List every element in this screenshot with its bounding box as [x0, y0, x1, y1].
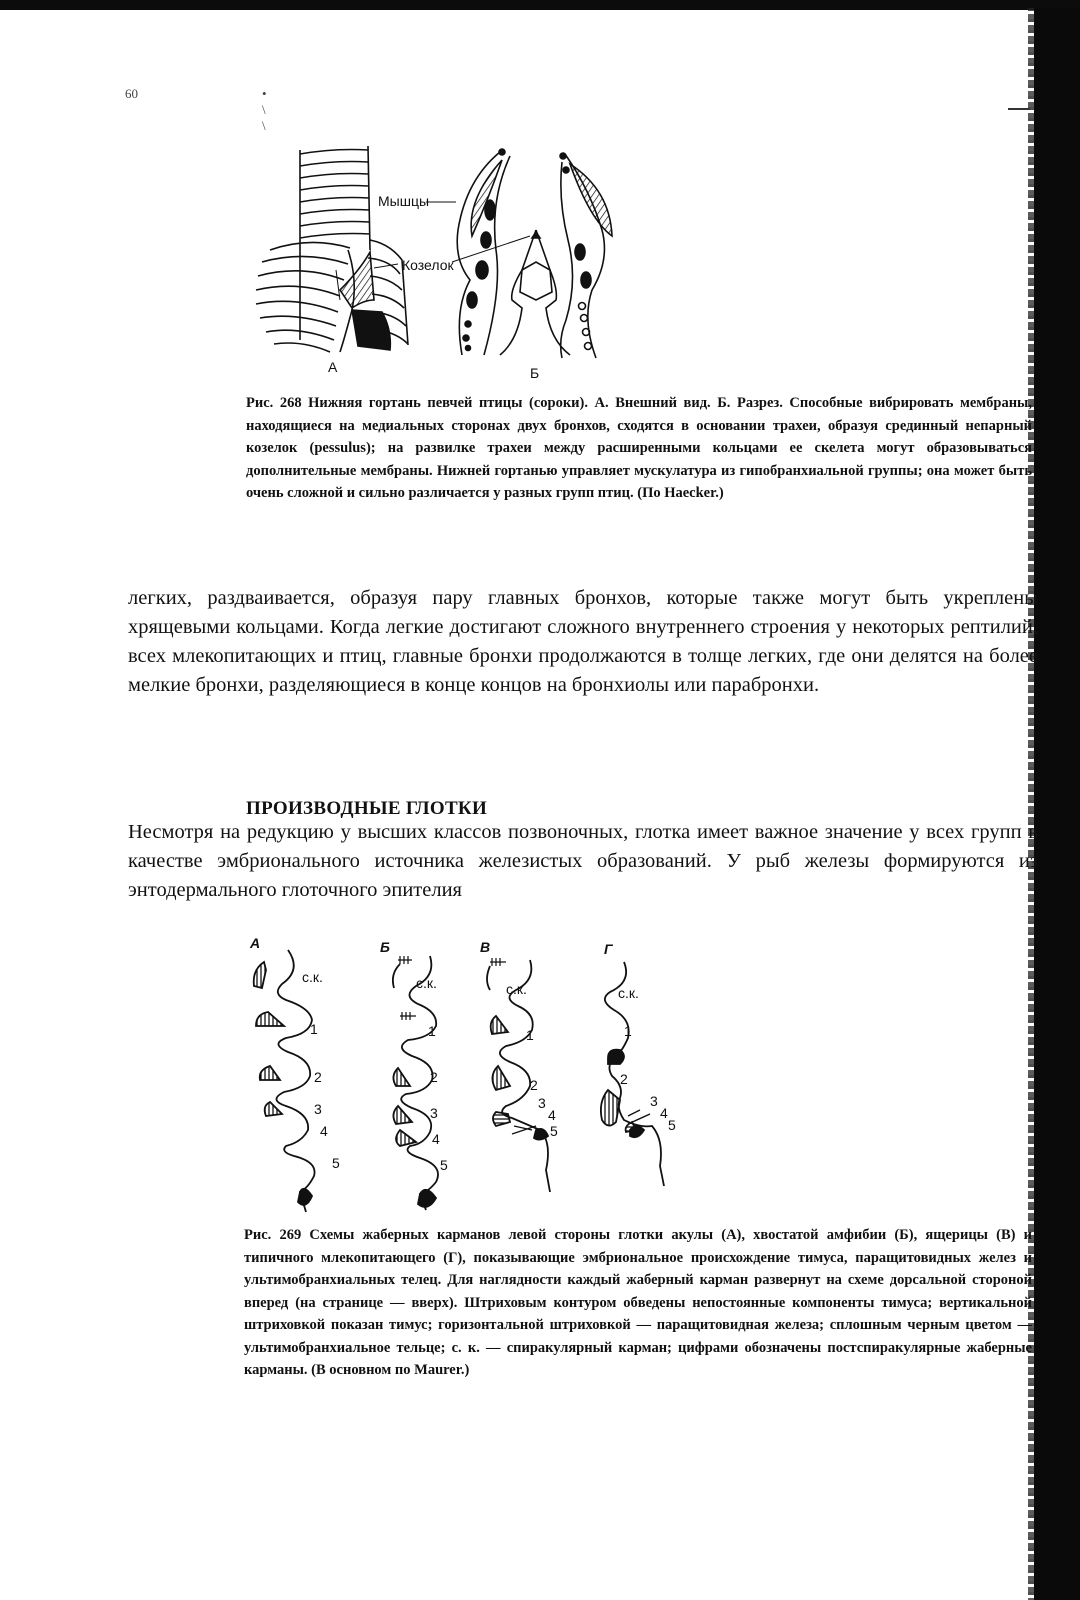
scan-top-border	[0, 0, 1080, 10]
num-a-2: 2	[314, 1069, 322, 1085]
figure-syrinx	[240, 140, 640, 385]
panel-v-label: В	[480, 939, 491, 955]
syrinx-external-view	[256, 146, 408, 352]
figure-gill-pouches	[240, 930, 700, 1220]
panel-b-label: Б	[530, 365, 540, 381]
num-g-1: 1	[624, 1023, 632, 1039]
figure-269-caption	[244, 1224, 1032, 1382]
num-b-5: 5	[440, 1157, 448, 1173]
num-v-2: 2	[530, 1077, 538, 1093]
page-number: 60	[125, 86, 138, 101]
num-a-4: 4	[320, 1123, 328, 1139]
num-a-1: 1	[310, 1021, 318, 1037]
label-pessulus: Козелок	[402, 257, 454, 273]
figure-268-caption	[246, 392, 1032, 505]
num-b-3: 3	[430, 1105, 438, 1121]
pouch-label-g: с.к.	[618, 985, 639, 1001]
syrinx-section-view	[457, 149, 612, 358]
num-b-1: 1	[428, 1023, 436, 1039]
running-head: • \ \	[262, 86, 267, 133]
panel-b-label: Б	[380, 939, 390, 955]
shark-pouches	[254, 950, 315, 1212]
caption-number: Рис. 269	[244, 1227, 302, 1243]
panel-g-label: Г	[604, 941, 613, 957]
pouch-label-a: с.к.	[302, 969, 323, 985]
header-rule	[1008, 108, 1030, 110]
scan-binding-shadow	[1034, 8, 1080, 1600]
num-v-4: 4	[548, 1107, 556, 1123]
caption-number: Рис. 268	[246, 395, 302, 411]
panel-labels	[249, 935, 614, 957]
num-v-5: 5	[550, 1123, 558, 1139]
num-g-3: 3	[650, 1093, 658, 1109]
num-a-5: 5	[332, 1155, 340, 1171]
num-g-2: 2	[620, 1071, 628, 1087]
caption-text: Нижняя гортань певчей птицы (сороки). А. Внешний вид. Б. Разрез. Способные вибрировать мембраны, находящиеся на медиальных сторонах двух бронхов, сходятся в основании трахеи, образуя срединный непарный козелок (pessulus); на развилке трахеи между расширенными кольцами ее скелета могут образовываться дополнительные мембраны. Нижней гортанью управляет мускулатура из гипобранхиальной группы; она может быть очень сложной и сильно различается у разных групп птиц. (По Haecker.)	[246, 395, 1032, 501]
label-muscles: Мышцы	[378, 193, 430, 209]
num-v-3: 3	[538, 1095, 546, 1111]
num-g-5: 5	[668, 1117, 676, 1133]
num-a-3: 3	[314, 1101, 322, 1117]
panel-a-label: А	[250, 935, 261, 951]
num-b-4: 4	[432, 1131, 440, 1147]
num-b-2: 2	[430, 1069, 438, 1085]
body-paragraph-2: Несмотря на редукцию у высших классов позвоночных, глотка имеет важное значение у всех групп в качестве эмбрионального источника железистых образований. У рыб железы формируются из энтодермального глоточного эпителия	[128, 821, 1038, 901]
pouch-label-b: с.к.	[416, 975, 437, 991]
pouch-label-v: с.к.	[506, 981, 527, 997]
section-heading: ПРОИЗВОДНЫЕ ГЛОТКИ	[246, 798, 488, 819]
caption-text: Схемы жаберных карманов левой стороны глотки акулы (А), хвостатой амфибии (Б), ящерицы (В) и типичного млекопитающего (Г), показывающие эмбриональное происхождение тимуса, паращитовидных желез и ультимобранхиальных телец. Для наглядности каждый жаберный карман развернут на схеме дорсальной стороной вперед (на странице — вверх). Штриховым контуром обведены непостоянные компоненты тимуса; вертикальной штриховкой показан тимус; горизонтальной штриховкой — паращитовидная железа; сплошным черным цветом — ультимобранхиальное тельце; с. к. — спиракулярный карман; цифрами обозначены постспиракулярные жаберные карманы. (В основном по Maurer.)	[244, 1227, 1033, 1378]
panel-a-label: А	[328, 359, 338, 375]
body-paragraph-1: легких, раздваивается, образуя пару главных бронхов, которые также могут быть укреплены хрящевыми кольцами. Когда легкие достигают сложного внутреннего строения у некоторых рептилий, всех млекопитающих и птиц, главные бронхи продолжаются в толще легких, где они делятся на более мелкие бронхи, разделяющиеся в конце концов на бронхиолы или парабронхи.	[128, 587, 1038, 696]
num-v-1: 1	[526, 1027, 534, 1043]
num-g-4: 4	[660, 1105, 668, 1121]
